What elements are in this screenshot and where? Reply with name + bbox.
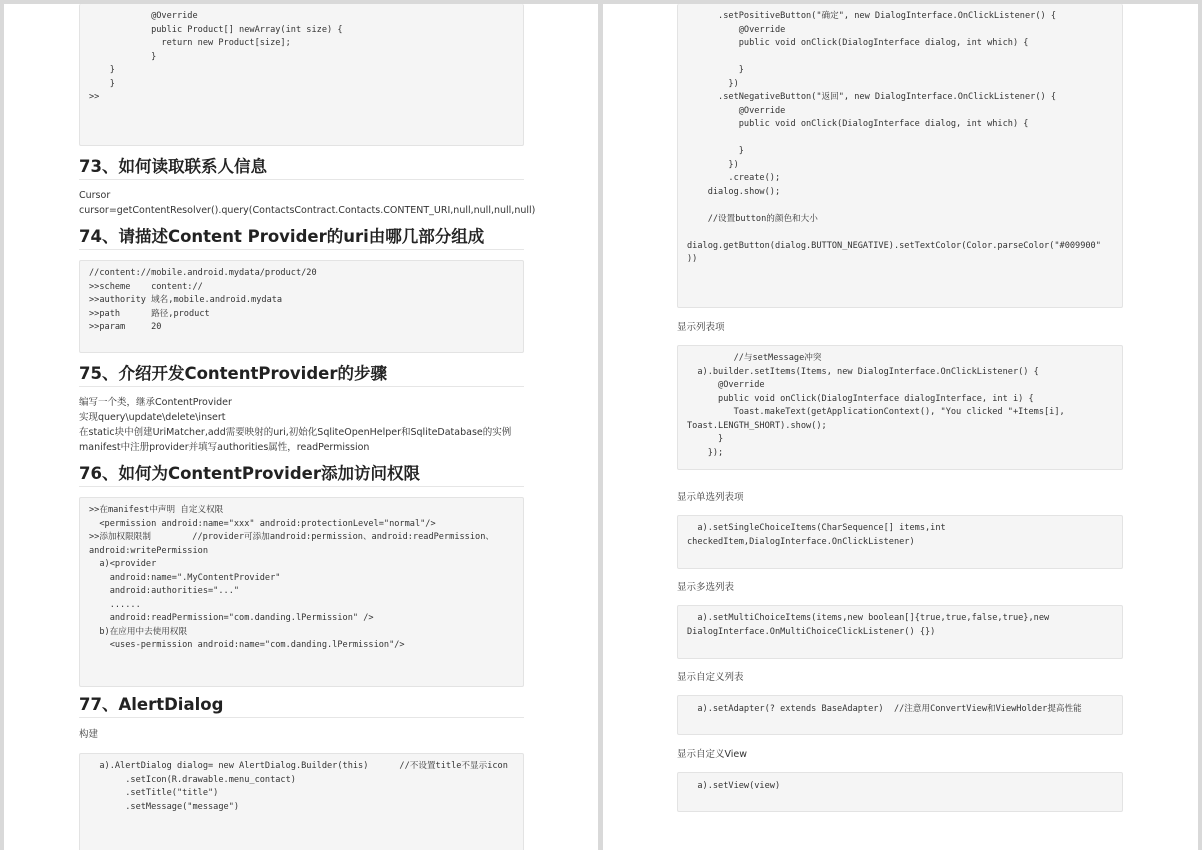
code-block-multi-choice: a).setMultiChoiceItems(items,new boolean[]{true,true,false,true},new DialogInterface.OnMultiChoiceClickListener() {}) — [677, 605, 1123, 659]
paragraph-line: 实现query\update\delete\insert — [79, 412, 226, 423]
code-block-set-view: a).setView(view) — [677, 772, 1123, 812]
label-show-custom-list: 显示自定义列表 — [677, 672, 744, 683]
section-75-body — [79, 395, 511, 455]
label-show-multi-choice: 显示多选列表 — [677, 582, 735, 593]
label-show-custom-view: 显示自定义View — [677, 749, 748, 760]
section-73-body — [79, 188, 535, 218]
code-block-set-adapter: a).setAdapter(? extends BaseAdapter) //注意用ConvertView和ViewHolder提高性能 — [677, 695, 1123, 735]
paragraph-line: 在static块中创建UriMatcher,add需要映射的uri,初始化SqliteOpenHelper和SqliteDatabase的实例 — [79, 427, 512, 438]
label-show-single-choice: 显示单选列表项 — [677, 492, 744, 503]
document-page-right — [603, 4, 1198, 850]
paragraph-line: manifest中注册provider并填写authorities属性，readPermission — [79, 442, 370, 453]
section-heading-75: 75、介绍开发ContentProvider的步骤 — [79, 364, 524, 387]
document-page-left — [4, 4, 598, 850]
code-block-uri-parts: //content://mobile.android.mydata/product/20 >>scheme content:// >>authority 域名,mobile.android.mydata >>path 路径,product >>param 20 — [79, 260, 524, 353]
code-block-alertdialog-build: a).AlertDialog dialog= new AlertDialog.Builder(this) //不设置title不显示icon .setIcon(R.drawable.menu_contact) .setTitle("title") .setMessage("message") — [79, 753, 524, 850]
code-block-product-creator: @Override public Product[] newArray(int size) { return new Product[size]; } } } >> — [79, 4, 524, 146]
paragraph-line: Cursor — [79, 190, 111, 201]
code-block-dialog-buttons: .setPositiveButton("确定", new DialogInterface.OnClickListener() { @Override public void onClick(DialogInterface dialog, int which) { } }) .setNegativeButton("返回", new DialogInterface.OnClickListener() { @Override public void onClick(DialogInterface dialog, int which) { } }) .create(); dialog.show(); //设置button的颜色和大小 dialog.getButton(dialog.BUTTON_NEGATIVE).setTextColor(Color.parseColor("#009900" )) — [677, 4, 1123, 308]
paragraph-line: 编写一个类，继承ContentProvider — [79, 397, 232, 408]
section-heading-73: 73、如何读取联系人信息 — [79, 157, 524, 180]
code-block-set-items: //与setMessage冲突 a).builder.setItems(Items, new DialogInterface.OnClickListener() { @Override public void onClick(DialogInterface dialogInterface, int i) { Toast.makeText(getApplicationContext(), "You clicked "+Items[i], Toast.LENGTH_SHORT).show(); } }); — [677, 345, 1123, 470]
paragraph-line: cursor=getContentResolver().query(ContactsContract.Contacts.CONTENT_URI,null,null,null,null) — [79, 205, 536, 216]
section-heading-76: 76、如何为ContentProvider添加访问权限 — [79, 464, 524, 487]
code-block-single-choice: a).setSingleChoiceItems(CharSequence[] items,int checkedItem,DialogInterface.OnClickListener) — [677, 515, 1123, 569]
section-heading-74: 74、请描述Content Provider的uri由哪几部分组成 — [79, 227, 524, 250]
section-77-intro: 构建 — [79, 729, 99, 740]
section-heading-77: 77、AlertDialog — [79, 695, 524, 718]
label-show-list-items: 显示列表项 — [677, 322, 725, 333]
code-block-permissions: >>在manifest中声明 自定义权限 <permission android:name="xxx" android:protectionLevel="normal"/> >>添加权限限制 //provider可添加android:permission、android:readPermission、 android:writePermission a)<provider android:name=".MyContentProvider" android:authorities="..." ...... android:readPermission="com.danding.lPermission" /> b)在应用中去使用权限 <uses-permission android:name="com.danding.lPermission"/> — [79, 497, 524, 687]
